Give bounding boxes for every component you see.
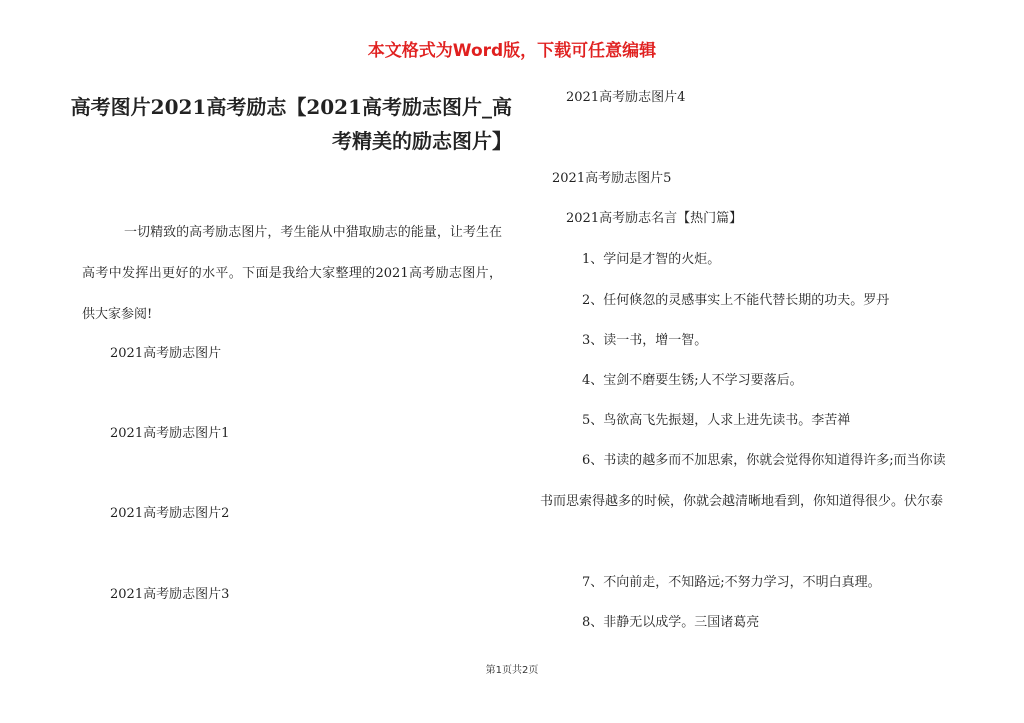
quote-item: 1、学问是才智的火炬。 [582, 252, 721, 267]
left-heading: 2021高考励志图片 [110, 346, 222, 361]
quote-item: 2、任何倏忽的灵感事实上不能代替长期的功夫。罗丹 [582, 293, 890, 308]
right-heading: 2021高考励志图片4 [566, 90, 686, 105]
right-heading: 2021高考励志图片5 [552, 171, 672, 186]
edit-notice-banner: 本文格式为Word版，下载可任意编辑 [367, 41, 657, 61]
quote-item: 6、书读的越多而不加思索，你就会觉得你知道得许多;而当你读书而思索得越多的时候，你就会越清晰地看到，你知道得很少。伏尔泰 [540, 453, 946, 509]
intro-paragraph: 一切精致的高考励志图片，考生能从中猎取励志的能量，让考生在高考中发挥出更好的水平。下面是我给大家整理的2021高考励志图片，供大家参阅! [82, 225, 502, 322]
quote-item: 5、鸟欲高飞先振翅，人求上进先读书。李苦禅 [582, 413, 851, 428]
quotes-section-heading: 2021高考励志名言【热门篇】 [566, 211, 743, 226]
page-number-footer: 第1页共2页 [485, 665, 539, 676]
quote-item: 7、不向前走，不知路远;不努力学习，不明白真理。 [582, 575, 881, 590]
left-heading: 2021高考励志图片1 [110, 426, 230, 441]
quote-item: 8、非静无以成学。三国诸葛亮 [582, 615, 760, 630]
document-title: 高考图片2021高考励志【2021高考励志图片_高考精美的励志图片】 [70, 95, 512, 153]
left-heading: 2021高考励志图片3 [110, 587, 230, 602]
quote-item: 4、宝剑不磨要生锈;人不学习要落后。 [582, 373, 803, 388]
quote-item: 3、读一书，增一智。 [582, 333, 708, 348]
left-heading: 2021高考励志图片2 [110, 506, 230, 521]
